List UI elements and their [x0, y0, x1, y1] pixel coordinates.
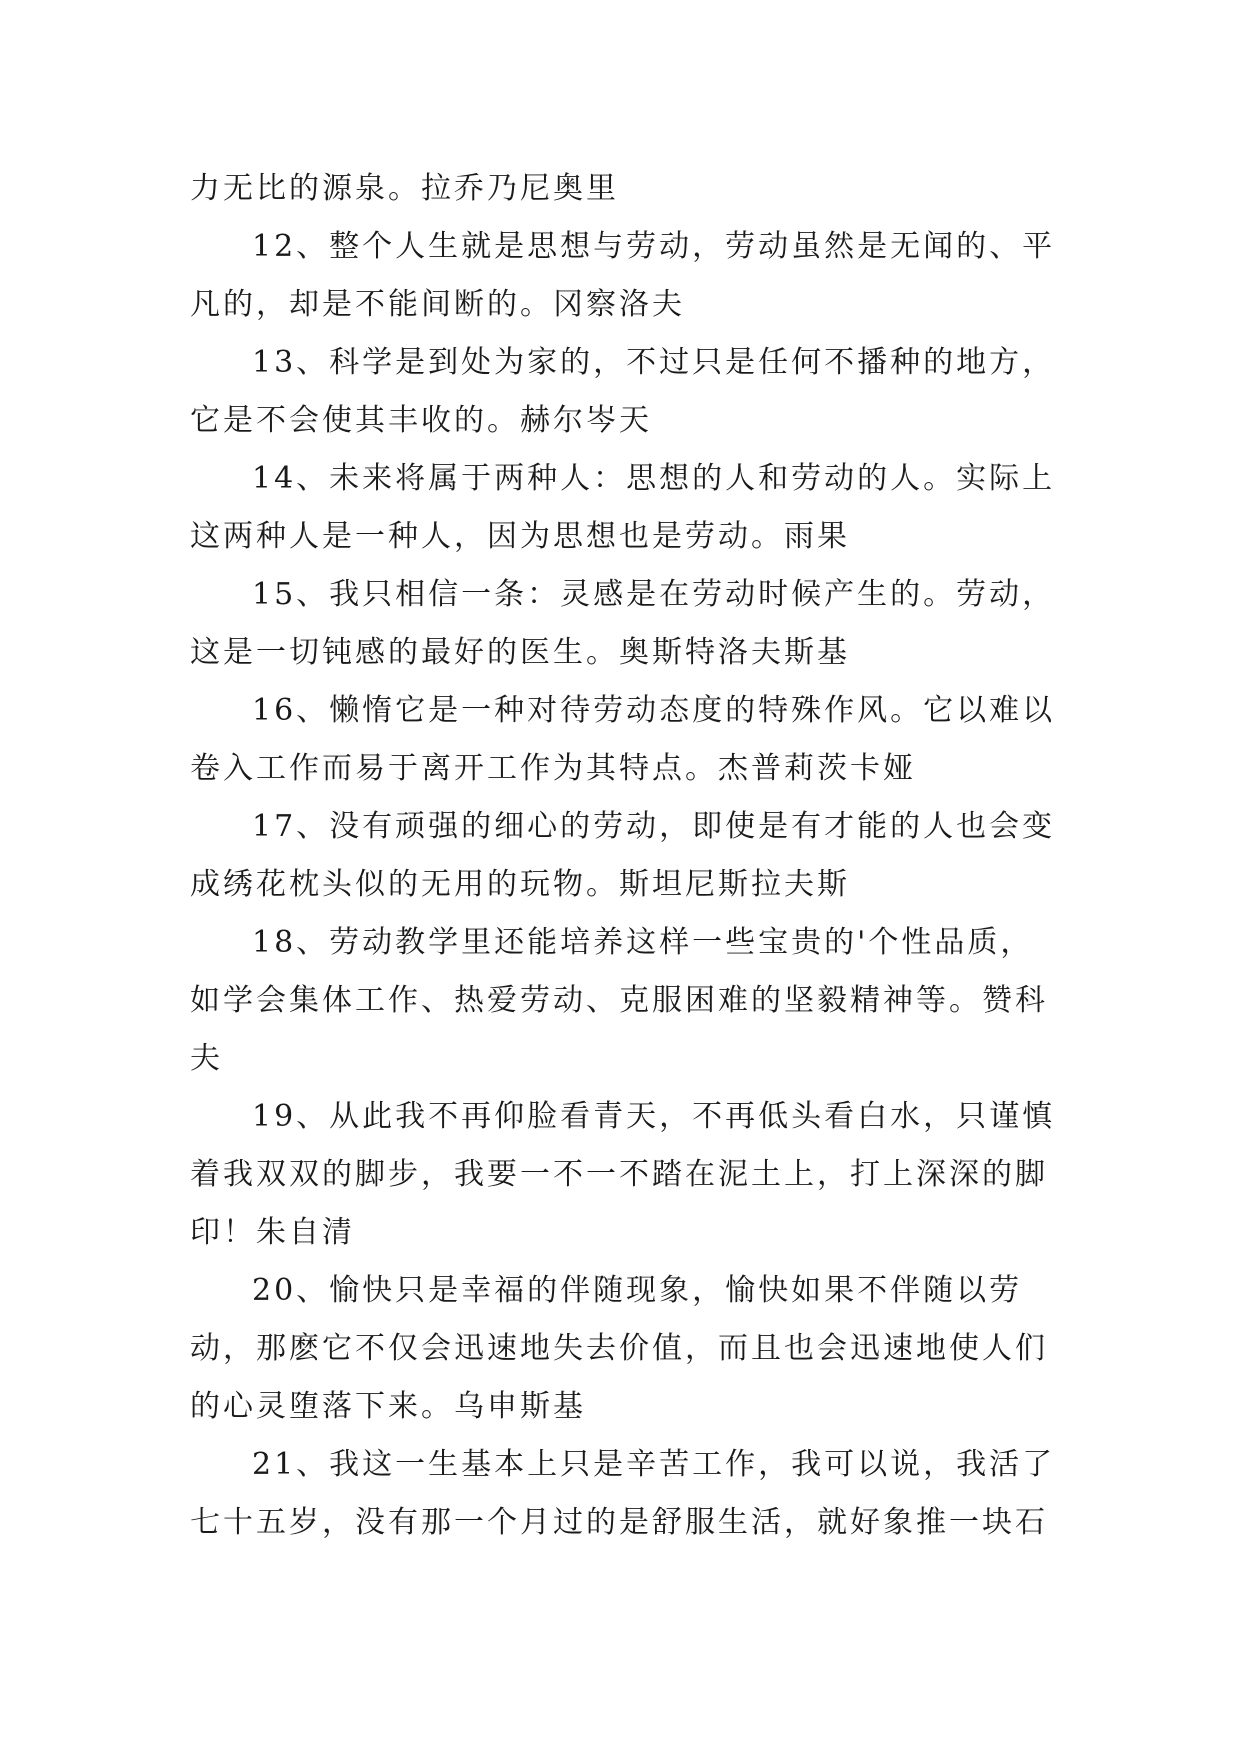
paragraph-quote-19: 19、从此我不再仰脸看青天，不再低头看白水，只谨慎着我双双的脚步，我要一不一不踏在泥土上，打上深深的脚印！朱自清	[190, 1099, 1056, 1250]
paragraph-quote-16: 16、懒惰它是一种对待劳动态度的特殊作风。它以难以卷入工作而易于离开工作为其特点。杰普莉茨卡娅	[190, 693, 1056, 786]
paragraph-quote-18: 18、劳动教学里还能培养这样一些宝贵的'个性品质，如学会集体工作、热爱劳动、克服困难的坚毅精神等。赞科夫	[190, 925, 1048, 1076]
document-body	[190, 160, 1060, 1552]
paragraph-quote-15: 15、我只相信一条：灵感是在劳动时候产生的。劳动，这是一切钝感的最好的医生。奥斯特洛夫斯基	[190, 577, 1056, 670]
paragraph-quote-20: 20、愉快只是幸福的伴随现象，愉快如果不伴随以劳动，那麽它不仅会迅速地失去价值，而且也会迅速地使人们的心灵堕落下来。乌申斯基	[190, 1273, 1048, 1424]
paragraph-quote-14: 14、未来将属于两种人：思想的人和劳动的人。实际上这两种人是一种人，因为思想也是劳动。雨果	[190, 461, 1056, 554]
paragraph-quote-13: 13、科学是到处为家的，不过只是任何不播种的地方，它是不会使其丰收的。赫尔岑天	[190, 345, 1056, 438]
paragraph-quote-21: 21、我这一生基本上只是辛苦工作，我可以说，我活了七十五岁，没有那一个月过的是舒服生活，就好象推一块石	[190, 1447, 1056, 1540]
paragraph-continuation: 力无比的源泉。拉乔乃尼奥里	[190, 171, 619, 206]
paragraph-quote-17: 17、没有顽强的细心的劳动，即使是有才能的人也会变成绣花枕头似的无用的玩物。斯坦尼斯拉夫斯	[190, 809, 1056, 902]
paragraph-quote-12: 12、整个人生就是思想与劳动，劳动虽然是无闻的、平凡的，却是不能间断的。冈察洛夫	[190, 229, 1056, 322]
